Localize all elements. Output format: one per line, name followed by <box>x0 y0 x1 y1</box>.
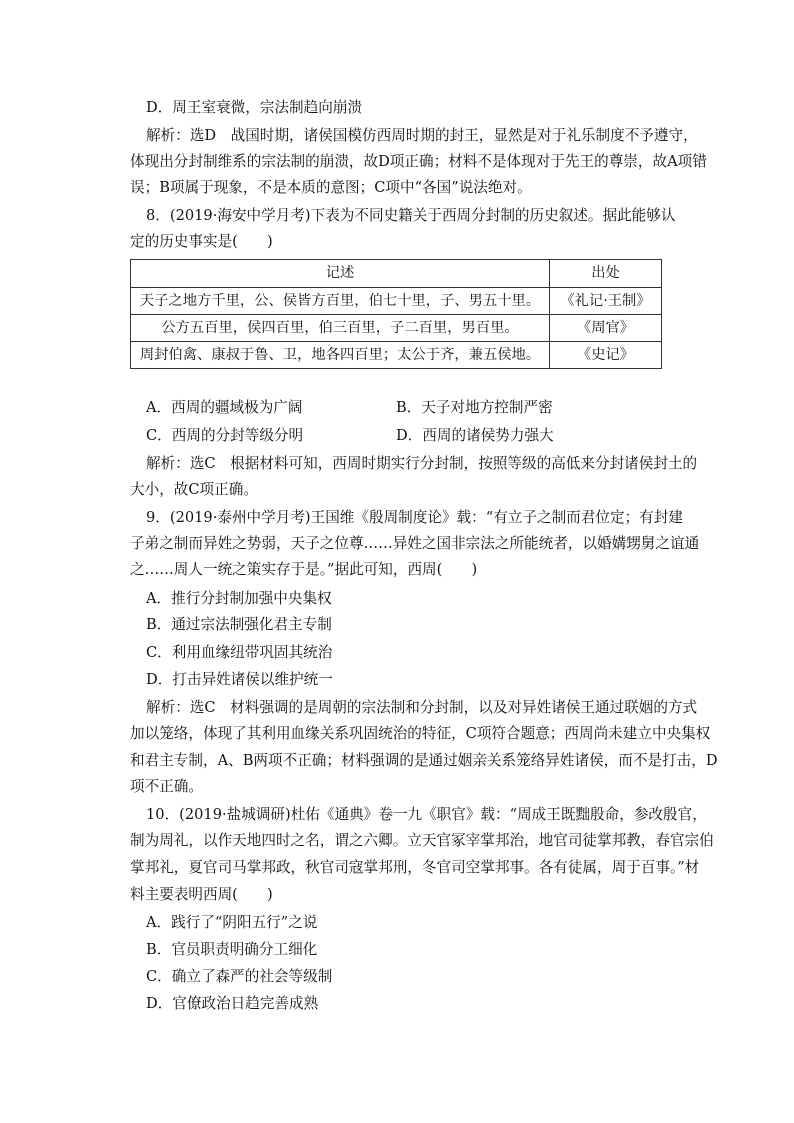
table-cell: 天子之地方千里，公、侯皆方百里，伯七十里，子、男五十里。 <box>131 288 550 315</box>
q8-option-d: D．西周的诸侯势力强大 <box>396 427 554 444</box>
q9-stem-line: 9．(2019·泰州中学月考)王国维《殷周制度论》载：“有立子之制而君位定；有封建 <box>146 509 683 526</box>
table-header-cell: 记述 <box>131 260 550 287</box>
q8-option-b: B．天子对地方控制严密 <box>396 399 553 416</box>
q9-option-d: D．打击异姓诸侯以维护统一 <box>146 671 333 688</box>
q10-stem-line: 料主要表明西周( ) <box>130 886 273 903</box>
q7-analysis-line: 解析：选D 战国时期，诸侯国模仿西周时期的封王，显然是对于礼乐制度不予遵守， <box>146 127 698 144</box>
q9-analysis-line: 解析：选C 材料强调的是周朝的宗法制和分封制，以及对异姓诸侯王通过联姻的方式 <box>146 699 698 716</box>
q10-stem-line: 10．(2019·盐城调研)杜佑《通典》卷一九《职官》载：“周成王既黜殷命，参改殷官， <box>146 806 707 823</box>
q10-option-d: D．官僚政治日趋完善成熟 <box>146 995 319 1012</box>
q8-stem-line: 8．(2019·海安中学月考)下表为不同史籍关于西周分封制的历史叙述。据此能够认 <box>146 207 676 224</box>
table-row <box>131 314 661 342</box>
table-header-cell: 出处 <box>591 265 620 281</box>
q9-analysis-line: 项不正确。 <box>130 778 203 795</box>
table-header-row <box>131 260 661 287</box>
q8-option-c: C．西周的分封等级分明 <box>146 427 304 444</box>
q10-stem-line: 制为周礼，以作天地四时之名，谓之六卿。立天官冢宰掌邦治，地官司徒掌邦教，春官宗伯 <box>130 832 714 849</box>
table-cell: 公方五百里，侯四百里，伯三百里，子二百里，男百里。 <box>131 315 550 342</box>
table-cell: 《礼记·王制》 <box>560 293 651 309</box>
q9-option-c: C．利用血缘纽带巩固其统治 <box>146 644 333 661</box>
q10-option-b: B．官员职责明确分工细化 <box>146 941 318 958</box>
q7-analysis-line: 误；B项属于现象，不是本质的意图；C项中“各国”说法绝对。 <box>130 179 532 196</box>
table-cell: 《史记》 <box>576 347 635 363</box>
q8-table <box>130 259 662 369</box>
q10-stem-line: 掌邦礼，夏官司马掌邦政，秋官司寇掌邦刑，冬官司空掌邦事。各有徒属，周于百事。”材 <box>130 859 700 876</box>
q9-stem-line: 之……周人一统之策实存于是。”据此可知，西周( ) <box>130 561 478 578</box>
q8-stem-line: 定的历史事实是( ) <box>130 233 273 250</box>
table-cell: 周封伯禽、康叔于鲁、卫，地各四百里；太公于齐，兼五侯地。 <box>131 342 550 369</box>
q7-option-d: D．周王室衰微，宗法制趋向崩溃 <box>146 99 363 116</box>
q10-option-a: A．践行了“阴阳五行”之说 <box>146 914 318 931</box>
q8-option-a: A．西周的疆域极为广阔 <box>146 399 303 416</box>
q9-stem-line: 子弟之制而异姓之势弱，天子之位尊……异姓之国非宗法之所能统者，以婚媾甥舅之谊通 <box>130 535 700 552</box>
q7-analysis-line: 体现出分封制维系的宗法制的崩溃，故D项正确；材料不是体现对于先王的尊崇，故A项错 <box>130 153 707 170</box>
q8-analysis-line: 大小，故C项正确。 <box>130 481 258 498</box>
table-row <box>131 287 661 315</box>
q9-option-b: B．通过宗法制强化君主专制 <box>146 616 332 633</box>
table-cell: 《周官》 <box>576 320 635 336</box>
q9-analysis-line: 和君主专制，A、B两项不正确；材料强调的是通过姻亲关系笼络异姓诸侯，而不是打击，D <box>130 752 718 769</box>
q9-option-a: A．推行分封制加强中央集权 <box>146 590 332 607</box>
q8-analysis-line: 解析：选C 根据材料可知，西周时期实行分封制，按照等级的高低来分封诸侯封土的 <box>146 455 698 472</box>
q10-option-c: C．确立了森严的社会等级制 <box>146 968 333 985</box>
q9-analysis-line: 加以笼络，体现了其利用血缘关系巩固统治的特征，C项符合题意；西周尚未建立中央集权 <box>130 725 711 742</box>
table-row <box>131 341 661 369</box>
